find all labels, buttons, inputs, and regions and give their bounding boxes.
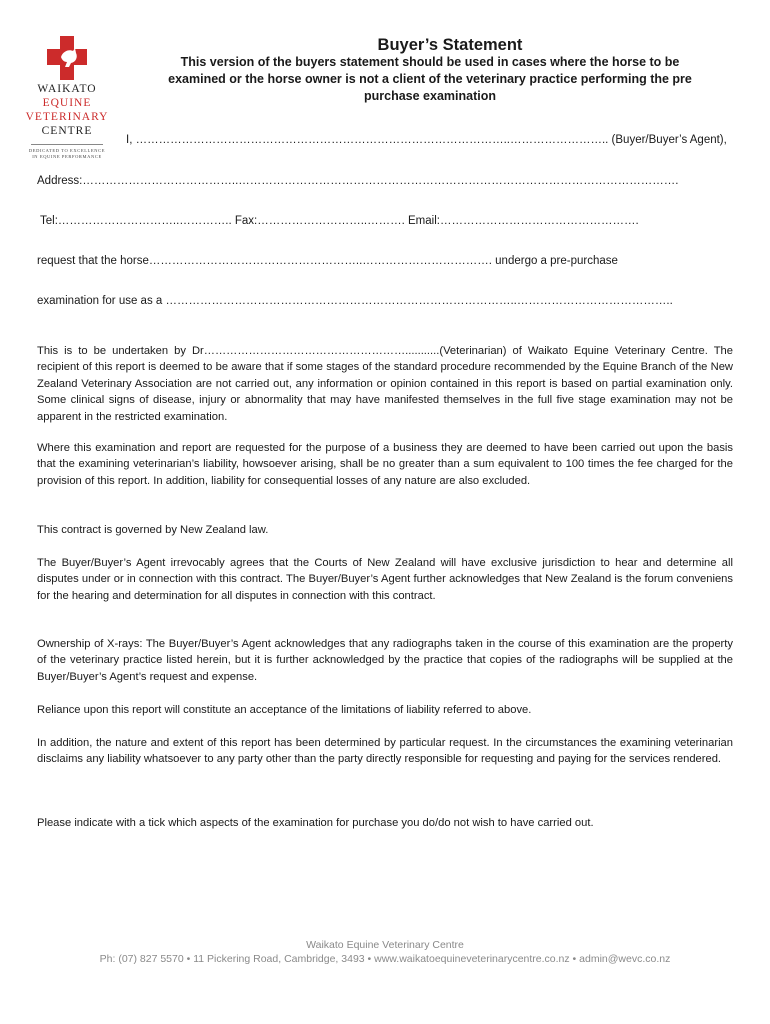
- paragraph-scope: In addition, the nature and extent of this report has been determined by particular request. In the circumstances the examining veterinarian disclaims any liability whatsoever to any party other than the party directly responsible for requesting and paying for the services rendered.: [37, 737, 733, 766]
- logo-tagline-1: DEDICATED TO EXCELLENCE: [28, 148, 106, 153]
- subtitle-line-2: examined or the horse owner is not a client of the veterinary practice performing the pre: [168, 72, 692, 86]
- logo-line-4: CENTRE: [41, 125, 93, 137]
- logo-tagline-2: IN EQUINE PERFORMANCE: [32, 154, 102, 159]
- horse-field[interactable]: request that the horse………………………………………………..……………………………. undergo a pre-purchase: [37, 255, 618, 267]
- footer: [0, 938, 770, 966]
- paragraph-reliance: Reliance upon this report will constitute an acceptance of the limitations of liability referred to above.: [37, 704, 532, 716]
- subtitle-line-3: purchase examination: [364, 89, 496, 103]
- page-subtitle: [130, 54, 730, 105]
- contact-field[interactable]: Tel:…………………………..………….. Fax:………………………..………. Email:…………………………………………….: [40, 215, 639, 227]
- address-field[interactable]: Address:…………………………………..…………………………………………………………………………………………………….: [37, 175, 679, 187]
- logo: [22, 36, 112, 160]
- paragraph-liability: Where this examination and report are requested for the purpose of a business they are deemed to have been carried out upon the basis that the examining veterinarian’s liability, howsoever arising, shall be no greater than a sum equivalent to 100 times the fee charged for the provision of this report. In addition, liability for consequential losses of any nature are also excluded.: [37, 442, 733, 487]
- logo-line-2: EQUINE: [42, 97, 92, 109]
- buyer-name-field[interactable]: I, ……………………………………………………………………………………..…………………….. (Buyer/Buyer’s Agent),: [126, 134, 727, 146]
- paragraph-jurisdiction: The Buyer/Buyer’s Agent irrevocably agrees that the Courts of New Zealand will have exclusive jurisdiction to hear and determine all disputes under or in connection with this contract. The Buyer/Buyer’s Agent further acknowledges that New Zealand is the forum conveniens for the hearing and determination for all disputes in connection with this contract.: [37, 557, 733, 602]
- logo-divider: [31, 144, 103, 145]
- paragraph-xrays: Ownership of X-rays: The Buyer/Buyer’s Agent acknowledges that any radiographs taken in the course of this examination are the property of the veterinary practice listed herein, but it is further acknowledged by the practice that copies of the radiographs will be supplied at the Buyer/Buyer’s Agent’s request and expense.: [37, 638, 733, 683]
- footer-practice-name: Waikato Equine Veterinary Centre: [306, 939, 464, 951]
- use-field[interactable]: examination for use as a ………………………………………………………………………………..…………………………………..: [37, 295, 673, 307]
- red-cross-horse-icon: [47, 36, 87, 80]
- logo-line-1: WAIKATO: [37, 83, 97, 95]
- footer-contact-line: Ph: (07) 827 5570 • 11 Pickering Road, Cambridge, 3493 • www.waikatoequineveterinarycentre.co.nz • admin@wevc.co.nz: [99, 953, 671, 965]
- paragraph-undertaking: This is to be undertaken by Dr………………………………………………...........(Veterinarian) of Waikato Equine Veterinary Centre. The recipient of this report is deemed to be aware that if some stages of the standard procedure recommended by the Equine Branch of the New Zealand Veterinary Association are not carried out, any information or opinion contained in this report is based on partial examination only. Some clinical signs of disease, injury or abnormality that may have manifested themselves in the full five stage examination may not be apparent in the restricted examination.: [37, 345, 733, 423]
- paragraph-governing-law: This contract is governed by New Zealand law.: [37, 524, 269, 536]
- paragraph-tick-instruction: Please indicate with a tick which aspects of the examination for purchase you do/do not wish to have carried out.: [37, 817, 594, 829]
- logo-line-3: VETERINARY: [25, 111, 109, 123]
- logo-name: [22, 82, 112, 138]
- subtitle-line-1: This version of the buyers statement should be used in cases where the horse to be: [180, 55, 680, 69]
- page-title: Buyer’s Statement: [377, 36, 523, 54]
- logo-tagline: [22, 148, 112, 160]
